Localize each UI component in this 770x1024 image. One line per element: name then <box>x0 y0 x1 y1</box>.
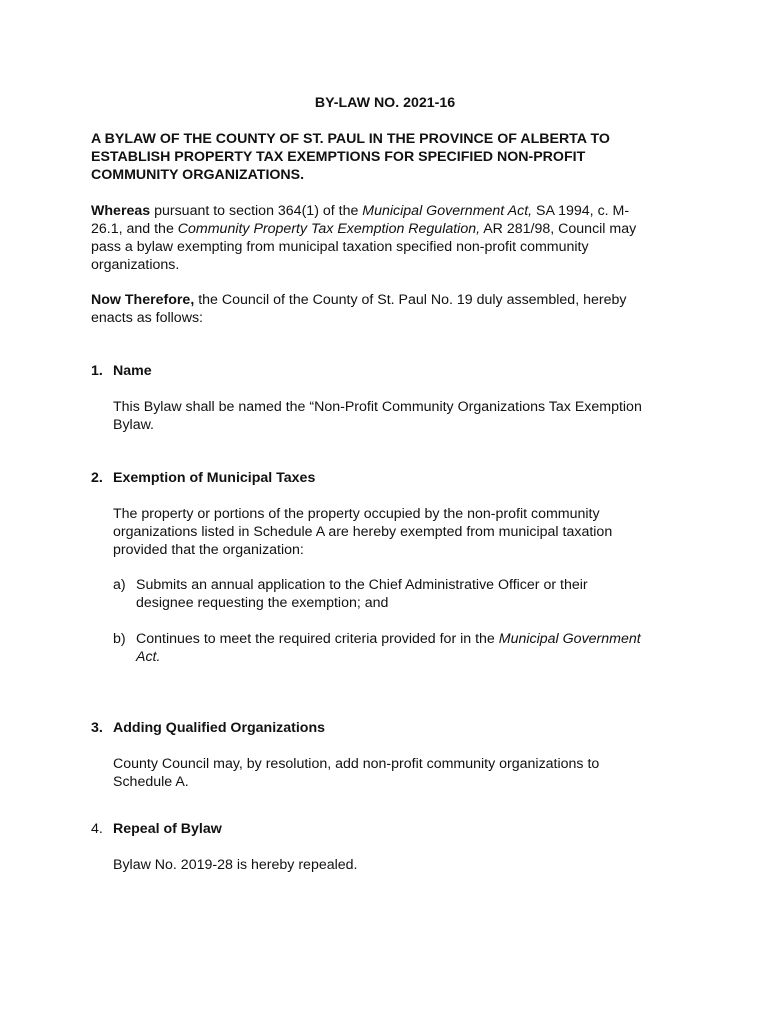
body-line: The property or portions of the property occupied by the non-profit community <box>113 506 600 522</box>
section-3-body <box>113 755 693 791</box>
act-citation: Municipal Government <box>498 631 641 647</box>
act-citation: Act. <box>136 649 161 665</box>
body-line: Bylaw No. 2019-28 is hereby repealed. <box>113 857 358 873</box>
bylaw-number-title: BY-LAW NO. 2021-16 <box>314 95 456 111</box>
section-1-body <box>113 398 693 434</box>
body-line: organizations listed in Schedule A are hereby exempted from municipal taxation <box>113 524 613 540</box>
section-2-number: 2. <box>91 470 103 486</box>
text-run: 26.1, and the <box>91 221 178 237</box>
body-line: County Council may, by resolution, add non-profit community organizations to <box>113 756 600 772</box>
whereas-line <box>91 202 691 220</box>
item-a-label: a) <box>113 577 126 593</box>
item-line <box>136 648 696 666</box>
item-b-label: b) <box>113 631 126 647</box>
whereas-line: organizations. <box>91 257 180 273</box>
now-therefore-lead: Now Therefore, <box>91 292 195 308</box>
heading-line: A BYLAW OF THE COUNTY OF ST. PAUL IN THE PROVINCE OF ALBERTA TO <box>91 131 610 147</box>
body-line: This Bylaw shall be named the “Non-Profit Community Organizations Tax Exemption <box>113 399 642 415</box>
now-therefore-line <box>91 291 691 309</box>
now-therefore-paragraph <box>91 291 691 327</box>
item-b-text <box>136 630 696 666</box>
section-1-title: Name <box>113 363 152 379</box>
whereas-paragraph <box>91 202 691 274</box>
item-a-text <box>136 576 696 612</box>
body-line: Bylaw. <box>113 417 155 433</box>
section-3-title: Adding Qualified Organizations <box>113 720 326 736</box>
section-3-number: 3. <box>91 720 103 736</box>
section-2-title: Exemption of Municipal Taxes <box>113 470 316 486</box>
text-run: Continues to meet the required criteria provided for in the <box>136 631 499 647</box>
whereas-line: pass a bylaw exempting from municipal taxation specified non-profit community <box>91 239 589 255</box>
section-1-number: 1. <box>91 363 103 379</box>
bylaw-heading <box>91 130 691 184</box>
section-2-body <box>113 505 693 559</box>
section-4-number: 4. <box>91 821 103 837</box>
section-4-body <box>113 856 693 874</box>
whereas-line <box>91 220 691 238</box>
section-4-title: Repeal of Bylaw <box>113 821 222 837</box>
body-line: Schedule A. <box>113 774 189 790</box>
text-run: the Council of the County of St. Paul No. 19 duly assembled, hereby <box>194 292 627 308</box>
body-line: provided that the organization: <box>113 542 304 558</box>
heading-line: ESTABLISH PROPERTY TAX EXEMPTIONS FOR SPECIFIED NON-PROFIT <box>91 149 586 165</box>
regulation-citation: Community Property Tax Exemption Regulation, <box>177 221 481 237</box>
whereas-lead: Whereas <box>91 203 151 219</box>
now-therefore-line: enacts as follows: <box>91 310 203 326</box>
heading-line: COMMUNITY ORGANIZATIONS. <box>91 167 305 183</box>
item-line: designee requesting the exemption; and <box>136 595 389 611</box>
act-citation: Municipal Government Act, <box>362 203 533 219</box>
text-run: pursuant to section 364(1) of the <box>150 203 363 219</box>
text-run: SA 1994, c. M- <box>532 203 630 219</box>
text-run: AR 281/98, Council may <box>480 221 637 237</box>
item-line: Submits an annual application to the Chief Administrative Officer or their <box>136 577 588 593</box>
item-line <box>136 630 696 648</box>
